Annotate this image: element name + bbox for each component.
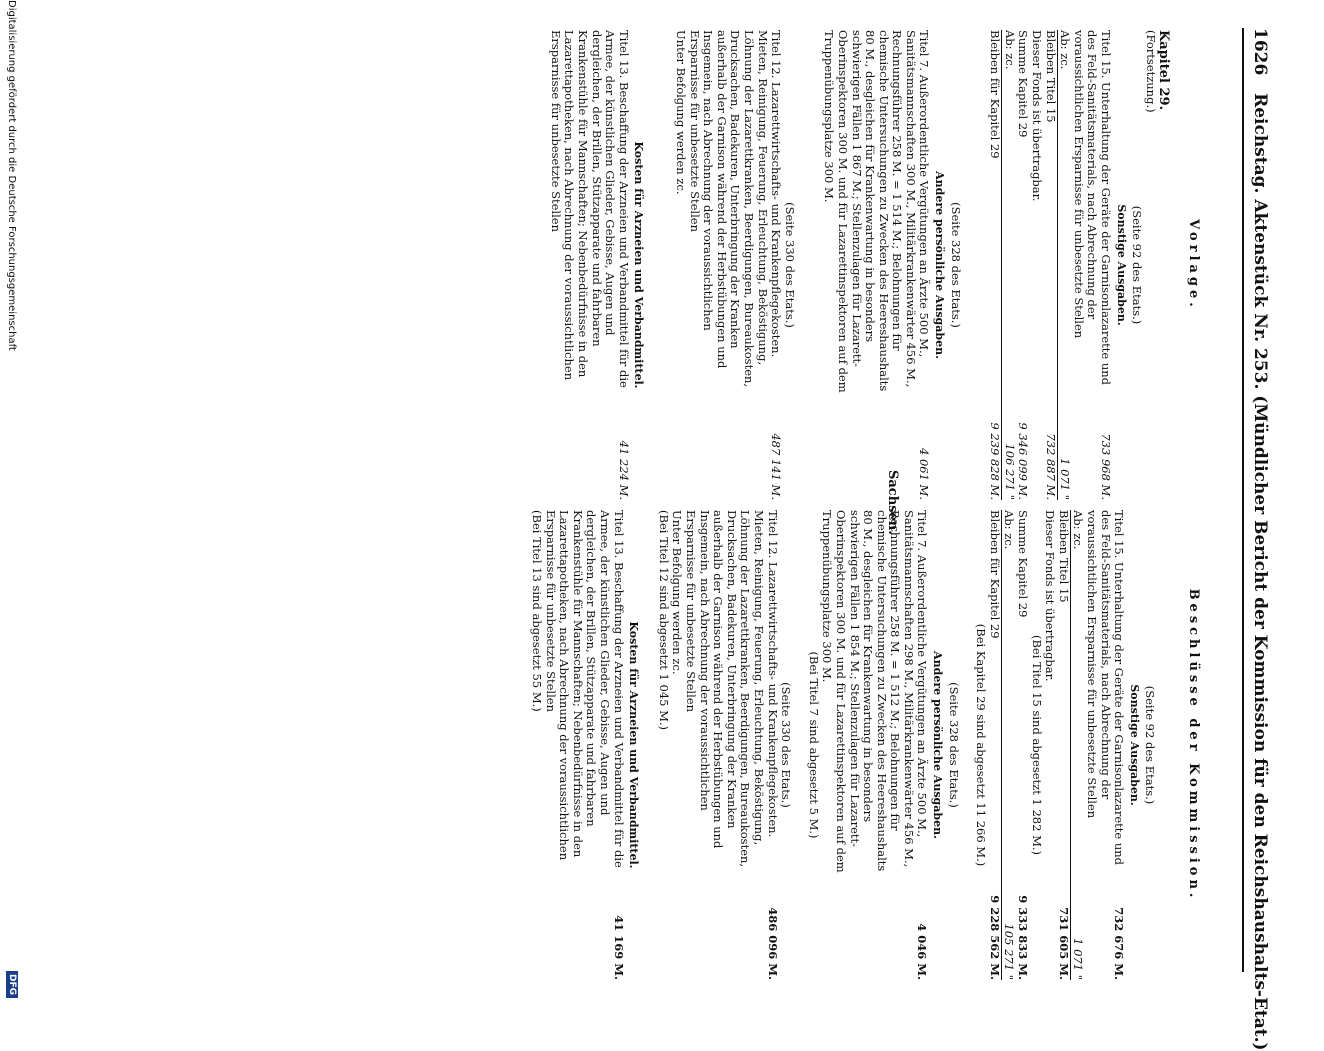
kapitel-label: Kapitel 29. [1156, 30, 1172, 111]
left-title: Vorlage. [1186, 219, 1201, 311]
note2-r0: (Bei Titel 15 sind abgesetzt 1 282 M.) [1029, 634, 1044, 856]
entry-l3: Titel 13. Beschaffung der Arzneien und Verbandmittel für die Armee, der künstlichen Glieder, Gebisse, Augen und dergleichen, der Brillen, Stützapparate und fahrbaren Krankenstühle für Mannschaften; Nebenbedürfnisse in den Lazarettapotheken, nach Abrechnung der voraussichtlichen Ersparnisse für unbesetzte Stellen 41 224 M. [548, 30, 631, 500]
ab2-l0: Ab: zc. 106 271 " [1002, 30, 1017, 500]
heading-l0: Sonstige Ausgaben. [1114, 204, 1128, 326]
heading-l3: Kosten für Arzneien und Verbandmittel. [632, 141, 646, 389]
heading-r3: Kosten für Arzneien und Verbandmittel. [627, 621, 641, 869]
ref-r2: (Seite 330 des Etats.) [779, 682, 794, 808]
note2-r2: (Bei Titel 12 sind abgesetzt 1 045 M.) [656, 510, 671, 731]
note-r0: Dieser Fonds ist übertragbar. [1043, 510, 1058, 682]
note-r1: (Bei Titel 7 sind abgesetzt 5 M.) [806, 651, 821, 839]
entry-r3: Titel 13. Beschaffung der Arzneien und Verbandmittel für die Armee, der künstlichen Glieder, Gebisse, Augen und dergleichen, der Brillen, Stützapparate und fahrbaren Krankenstühle für Mannschaften; Nebenbedürfnisse in den Lazarettapotheken, nach Abrechnung der voraussichtlichen Ersparnisse für unbesetzte Stellen 41 169 M. [543, 510, 626, 980]
entry-r0: Titel 15. Unterhaltung der Geräte der Garnisonlazarette und des Feld-Sanitätsmaterials, nach Abrechnung der voraussichtlichen Ersparnisse für unbesetzte Stellen 732 676 M. [1085, 510, 1127, 980]
ref-l2: (Seite 330 des Etats.) [782, 202, 797, 328]
state-label: Sachsen. [885, 470, 900, 535]
footer-text: Digitalisierung gefördert durch die Deutsche Forschungsgemeinschaft [6, 0, 17, 351]
bleiben2-r0: Bleiben für Kapitel 29 9 228 562 M. [987, 510, 1002, 980]
ab-r0: Ab: zc. 1 071 " [1071, 510, 1086, 980]
ab2-r0: Ab: zc. 105 271 " [1002, 510, 1017, 980]
right-title: Beschlüsse der Kommission. [1186, 588, 1201, 902]
heading-l1: Andere persönliche Ausgaben. [933, 171, 947, 359]
ref-l1: (Seite 328 des Etats.) [948, 202, 963, 328]
bleiben-r0: Bleiben Titel 15 731 605 M. [1056, 510, 1071, 980]
note-r3: (Bei Titel 13 sind abgesetzt 55 M.) [530, 510, 545, 712]
entry-l0: Titel 15. Unterhaltung der Geräte der Garnisonlazarette und des Feld-Sanitätsmaterials, nach Abrechnung der voraussichtlichen Ersparnisse für unbesetzte Stellen 733 968 M. [1071, 30, 1114, 500]
page-number: 1626 [1250, 28, 1270, 76]
note-l0: Dieser Fonds ist übertragbar. [1030, 30, 1045, 202]
ref-r0: (Seite 92 des Etats.) [1143, 685, 1158, 805]
fortsetzung-label: (Fortsetzung.) [1143, 30, 1158, 113]
bleiben-l0: Bleiben Titel 15 732 887 M. [1043, 30, 1058, 500]
summe-l0: Summe Kapitel 29 9 346 099 M. [1016, 30, 1031, 500]
ref-r1: (Seite 328 des Etats.) [946, 682, 961, 808]
note3-r0: (Bei Kapitel 29 sind abgesetzt 11 266 M.) [974, 623, 989, 867]
summe-r0: Summe Kapitel 29 9 333 833 M. [1016, 510, 1031, 980]
heading-r1: Andere persönliche Ausgaben. [931, 651, 945, 839]
ref-l0: (Seite 92 des Etats.) [1130, 205, 1145, 325]
entry-r1: Titel 7. Außerordentliche Vergütungen an Ärzte 500 M., Sanitätsmannschaften 298 M., Militärkrankenwärter 456 M., Rechnungsführer 258 M. = 1 512 M.; Belohnungen für chemische Untersuchungen zu Zwecken des Heereshaushalts 80 M., desgleichen für Krankenwartung in besonders schwierigen Fällen 1 854 M.; Stellenzulagen für Lazarett-Oberinspektoren 300 M. und für Lazarettinspektoren auf dem Truppenübungsplatze 300 M. 4 046 M. [820, 510, 930, 980]
ab-l0: Ab: zc. 1 071 " [1058, 30, 1073, 500]
entry-r2: Titel 12. Lazarettwirtschafts- und Krankenpflegekosten. Mieten, Reinigung, Feuerung, Erleuchtung, Beköstigung, Löhnung der Lazarettkranken, Beerdigungen, Bureaukosten, Drucksachen, Badekuren, Unterbringung der Kranken außerhalb der Garnison während der Herbstübungen und Insgemein, nach Abrechnung der voraussichtlichen Ersparnisse für unbesetzte Stellen 486 096 M. [684, 510, 780, 980]
right-column [529, 510, 1200, 980]
note-r2: Unter Befolgung werden zc. [670, 510, 685, 675]
header-title: Reichstag. Aktenstück Nr. 253. (Mündlicher Bericht der Kommission für den Reichshaushalts-Etat.) [1250, 93, 1270, 1051]
page-header [1242, 28, 1270, 1051]
heading-r0: Sonstige Ausgaben. [1127, 684, 1141, 806]
bleiben2-l0: Bleiben für Kapitel 29 9 239 828 M. [988, 30, 1003, 500]
dfg-logo: DFG [6, 971, 18, 998]
left-column [548, 30, 1200, 500]
entry-l1: Titel 7. Außerordentliche Vergütungen an Ärzte 500 M., Sanitätsmannschaften 300 M., Militärkrankenwärter 456 M., Rechnungsführer 258 M. = 1 514 M.; Belohnungen für chemische Untersuchungen zu Zwecken des Heereshaushalts 80 M., desgleichen für Krankenwartung in besonders schwierigen Fällen 1 867 M.; Stellenzulagen für Lazarett-Oberinspektoren 300 M. und für Lazarettinspektoren auf dem Truppenübungsplatze 300 M. 4 061 M. [822, 30, 932, 500]
footer [0, 0, 22, 1000]
entry-l2: Titel 12. Lazarettwirtschafts- und Krankenpflegekosten. Mieten, Reinigung, Feuerung, Erleuchtung, Beköstigung, Löhnung der Lazarettkranken, Beerdigungen, Bureaukosten, Drucksachen, Badekuren, Unterbringung der Kranken außerhalb der Garnison während der Herbstübungen und Insgemein, nach Abrechnung der voraussichtlichen Ersparnisse für unbesetzte Stellen 487 141 M. [687, 30, 784, 500]
note-l2: Unter Befolgung werden zc. [674, 30, 688, 195]
